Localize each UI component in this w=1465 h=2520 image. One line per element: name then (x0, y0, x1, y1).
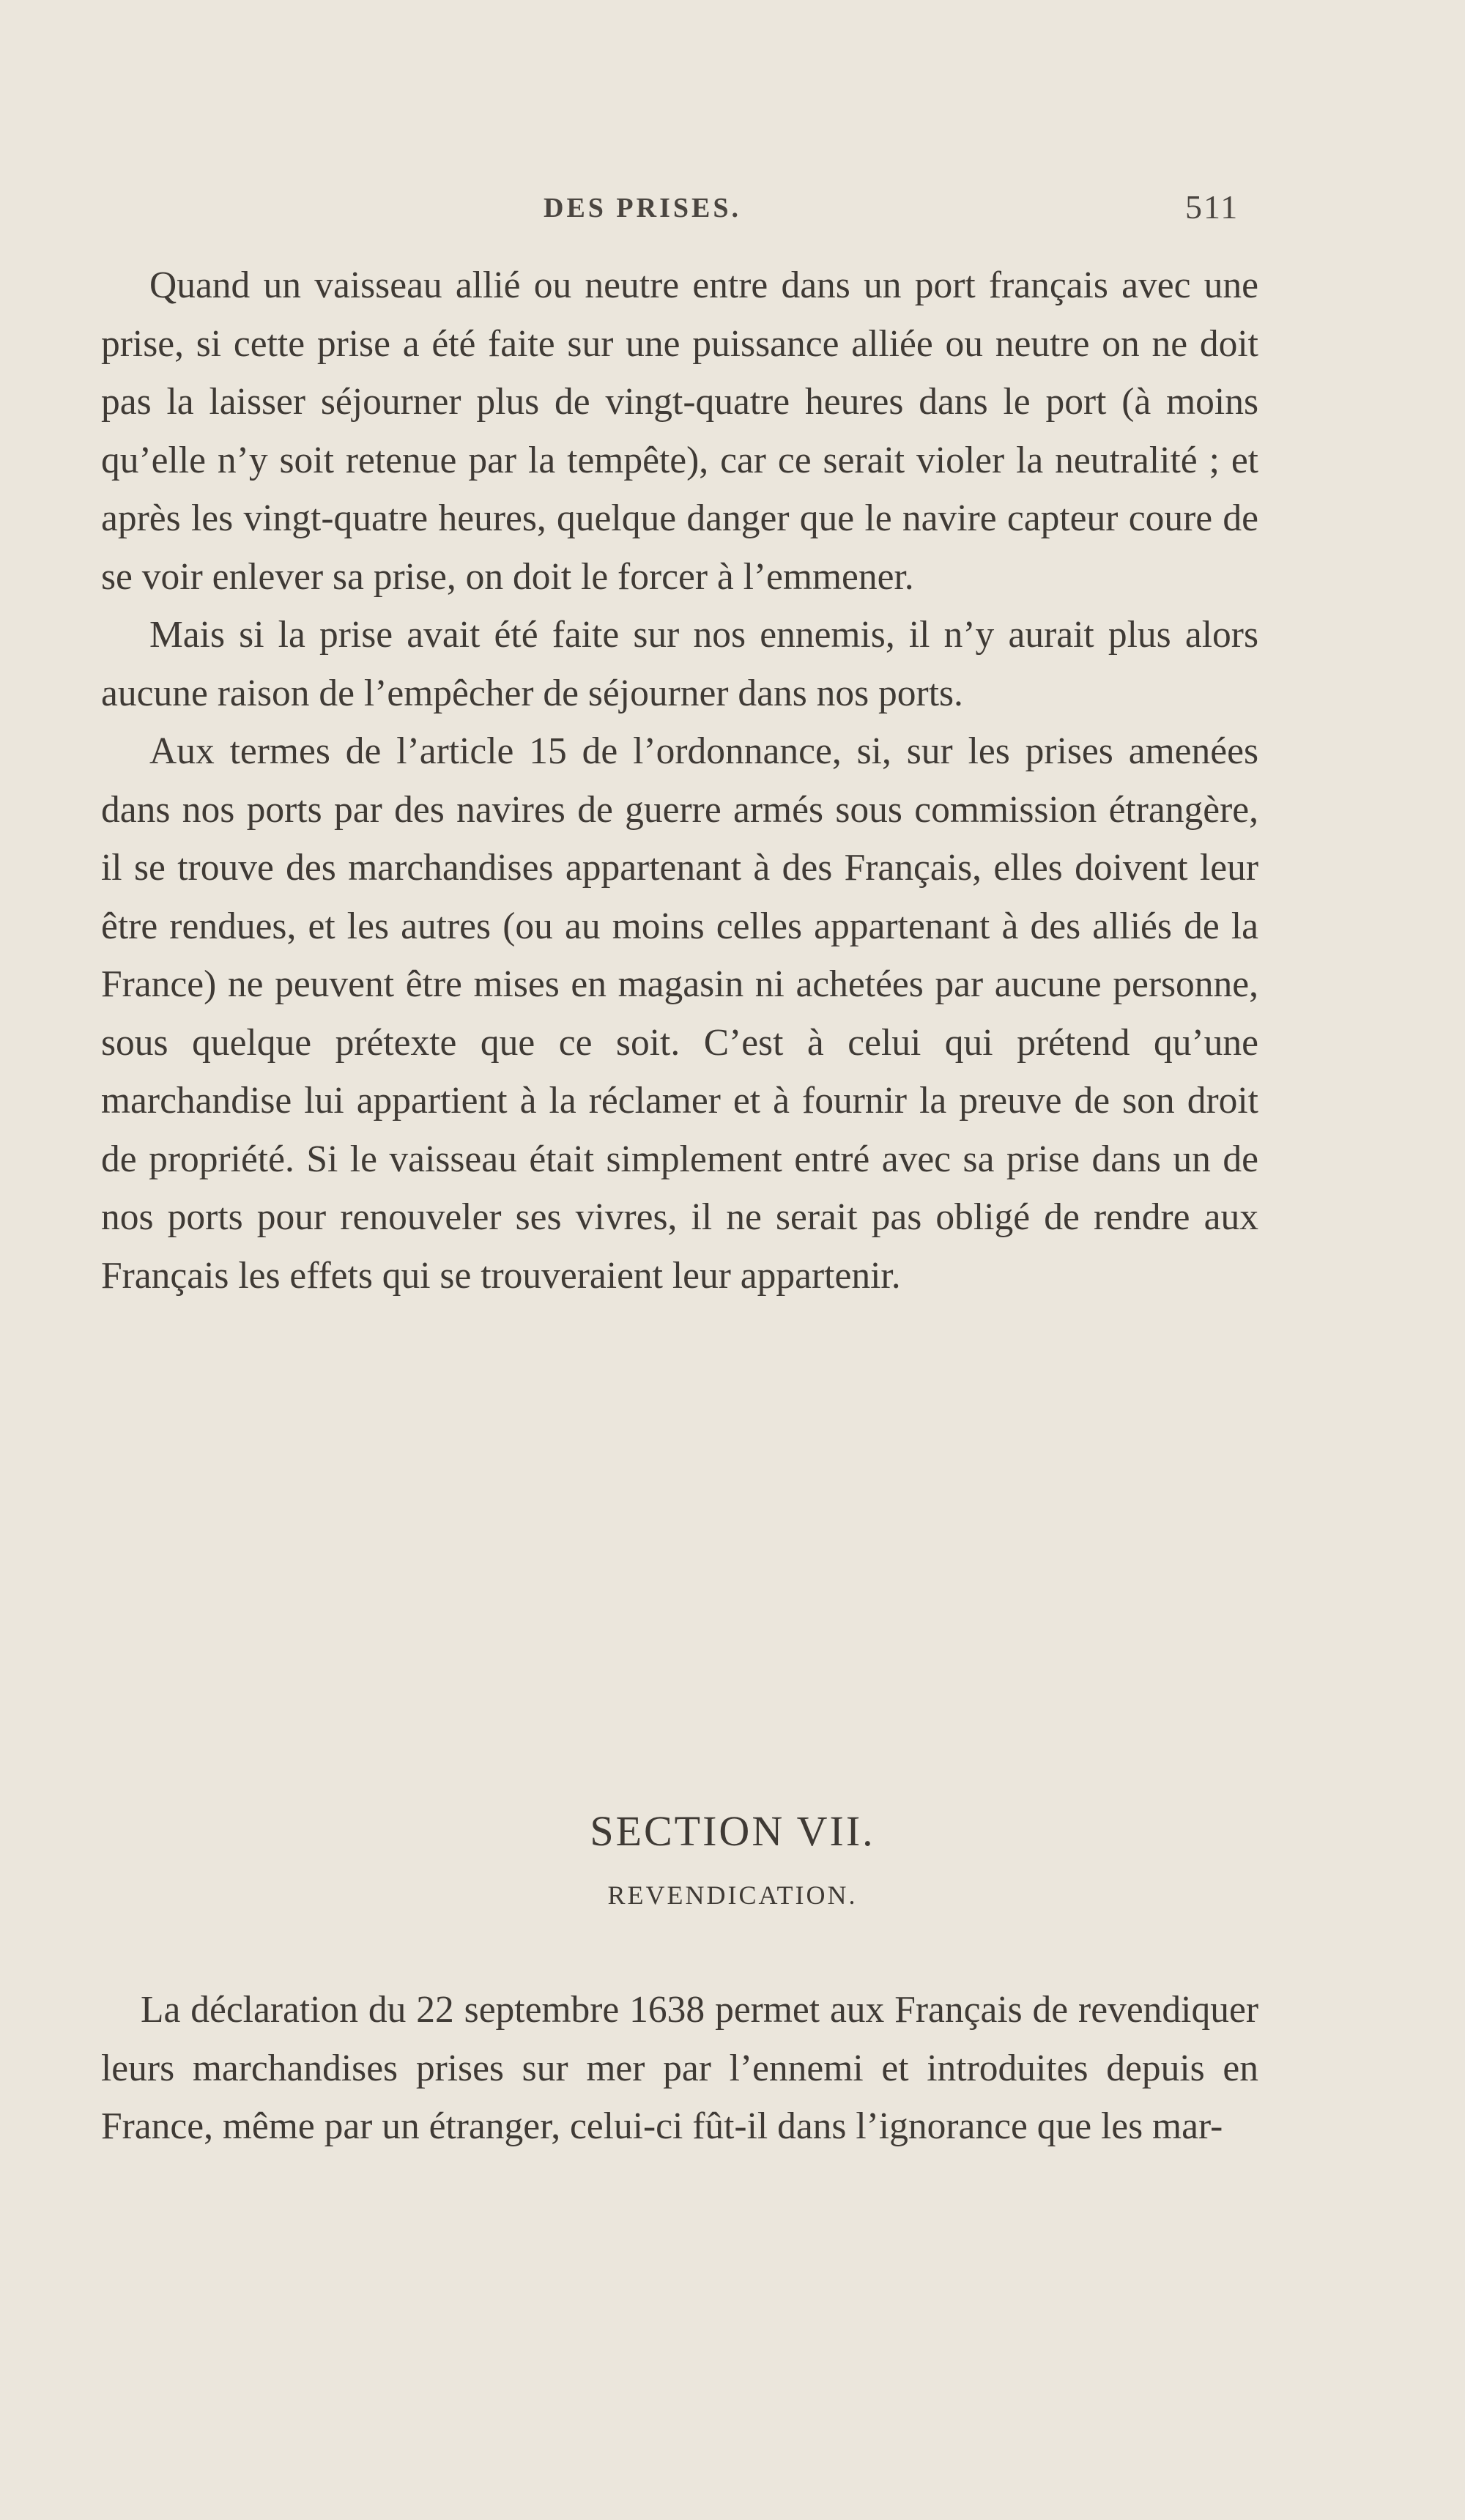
section-subheading: REVENDICATION. (607, 1880, 858, 1910)
section-heading: SECTION VII. (590, 1807, 875, 1855)
paragraph: Quand un vaisseau allié ou neutre entre dans un port français avec une prise, si cette prise a été faite sur une puissance alliée ou neutre on ne doit pas la laisser séjourner plus de vingt-quatre heures dans le port (à moins qu’elle n’y soit retenue par la tempête), car ce serait violer la neutralité ; et après les vingt-quatre heures, quelque danger que le navire capteur coure de se voir enlever sa prise, on doit le forcer à l’emmener. (101, 264, 1258, 598)
running-title: DES PRISES. (544, 193, 741, 223)
body-text (101, 256, 1258, 1305)
paragraph: Aux termes de l’article 15 de l’ordonnance, si, sur les prises amenées dans nos ports par des navires de guerre armés sous commission étrangère, il se trouve des marchandises appartenant à des Français, elles doivent leur être rendues, et les autres (ou au moins celles appartenant à des alliés de la France) ne peuvent être mises en magasin ni achetées par aucune personne, sous quelque prétexte que ce soit. C’est à celui qui prétend qu’une marchandise lui appartient à la réclamer et à fournir la preuve de son droit de propriété. Si le vaisseau était simplement entré avec sa prise dans un de nos ports pour renouveler ses vivres, il ne serait pas obligé de rendre aux Français les effets qui se trouveraient leur appartenir. (101, 730, 1258, 1297)
paragraph: Mais si la prise avait été faite sur nos ennemis, il n’y aurait plus alors aucune raison de l’empêcher de séjourner dans nos ports. (101, 614, 1258, 714)
paragraph: La déclaration du 22 septembre 1638 permet aux Français de revendiquer leurs marchandises prises sur mer par l’ennemi et introduites depuis en France, même par un étranger, celui-ci fût-il dans l’ignorance que les mar- (101, 1989, 1258, 2147)
section-body-text (101, 1981, 1258, 2156)
running-head (0, 188, 1465, 236)
page-number: 511 (1185, 188, 1239, 226)
